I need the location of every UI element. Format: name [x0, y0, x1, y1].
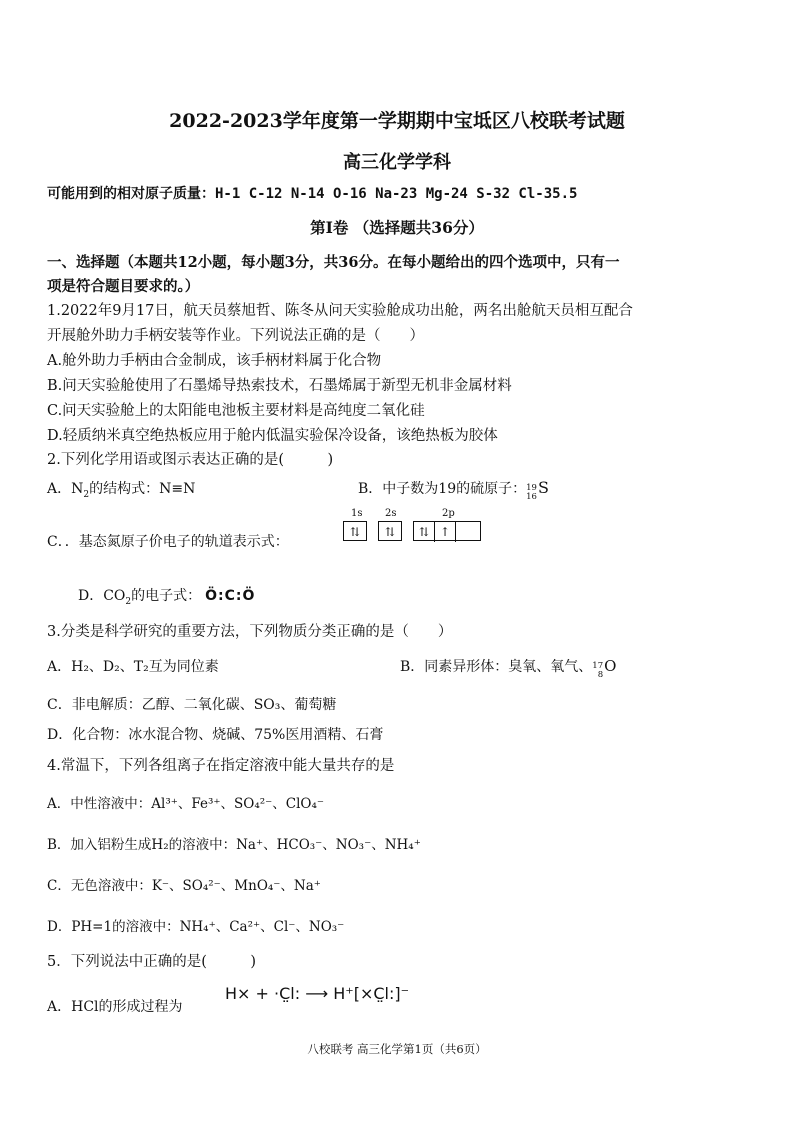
section-heading-line2: 项是符合题目要求的。）	[47, 278, 200, 295]
q2-b-prefix: B．中子数为19的硫原子：	[358, 481, 527, 497]
q1-stem-line2: 开展舱外助力手柄安装等作业。下列说法正确的是（ ）	[47, 328, 424, 344]
q5-stem: 5．下列说法中正确的是( )	[47, 954, 257, 970]
q3-b-symbol: O	[604, 657, 617, 675]
page-footer: 八校联考 高三化学第1页（共6页）	[307, 1042, 487, 1056]
q2-b-atomic-number: 16	[526, 492, 537, 502]
q2-option-a	[47, 478, 195, 500]
q1-option-d: D.轻质纳米真空绝热板应用于舱内低温实验保冷设备，该绝热板为胶体	[47, 428, 498, 444]
atomic-masses: 可能用到的相对原子质量：H-1 C-12 N-14 O-16 Na-23 Mg-24 S-32 Cl-35.5	[47, 186, 578, 202]
orbital-arrow-1s: ⇅	[349, 525, 361, 539]
q4-option-a: A．中性溶液中：Al³⁺、Fe³⁺、SO₄²⁻、ClO₄⁻	[47, 796, 325, 812]
orbital-label-1s: 1s	[351, 508, 363, 519]
orbital-label-2s: 2s	[385, 508, 397, 519]
q2-a-subscript: 2	[83, 489, 90, 500]
q2-b-mass-number: 19	[526, 483, 537, 493]
orbital-arrow-2s: ⇅	[384, 525, 396, 539]
part-title: 第Ⅰ卷 （选择题共36分）	[310, 218, 484, 237]
exam-title: 2022-2023学年度第一学期期中宝坻区八校联考试题	[169, 110, 625, 132]
q2-stem: 2.下列化学用语或图示表达正确的是( )	[47, 452, 334, 468]
hcl-formation-equation: H× + ·C̤l꞉ ⟶ H⁺[×C̤l꞉]⁻	[225, 984, 410, 1003]
q2-option-b	[358, 478, 549, 502]
q4-stem: 4.常温下，下列各组离子在指定溶液中能大量共存的是	[47, 758, 395, 774]
q4-option-d: D．PH=1的溶液中：NH₄⁺、Ca²⁺、Cl⁻、NO₃⁻	[47, 919, 345, 935]
q3-option-c: C．非电解质：乙醇、二氧化碳、SO₃、葡萄糖	[47, 697, 337, 713]
q3-b-prefix: B．同素异形体：臭氧、氧气、	[400, 659, 593, 675]
q2-b-nuclide-numbers	[526, 484, 537, 502]
q5-option-a: A．HCl的形成过程为	[47, 999, 183, 1015]
q3-option-d: D．化合物：冰水混合物、烧碱、75%医用酒精、石膏	[47, 727, 384, 743]
section-heading-line1: 一、选择题（本题共12小题，每小题3分，共36分。在每小题给出的四个选项中，只有一	[47, 254, 620, 271]
q3-stem: 3.分类是科学研究的重要方法，下列物质分类正确的是（ ）	[47, 624, 453, 640]
q1-option-a: A.舱外助力手柄由合金制成，该手柄材料属于化合物	[47, 353, 382, 369]
orbital-arrow-2p-1: ⇅	[414, 522, 435, 542]
orbital-arrow-2p-2: ↑	[435, 522, 456, 542]
q1-option-c: C.问天实验舱上的太阳能电池板主要材料是高纯度二氧化硅	[47, 403, 425, 419]
q2-d-suffix: 的电子式：	[131, 588, 202, 604]
co2-electron-formula: Ö꞉C꞉Ö	[205, 588, 256, 604]
q2-a-suffix: 的结构式：N≡N	[89, 481, 196, 497]
q2-d-prefix: D．CO	[78, 588, 126, 604]
q4-option-c: C．无色溶液中：K⁻、SO₄²⁻、MnO₄⁻、Na⁺	[47, 878, 321, 894]
q3-b-atomic-number: 8	[597, 670, 604, 680]
q2-a-prefix: A．N	[47, 481, 84, 497]
q3-b-nuclide-numbers	[592, 662, 603, 680]
q3-option-b	[400, 656, 616, 680]
orbital-arrow-2p-3	[456, 522, 477, 542]
q4-option-b: B．加入铝粉生成H₂的溶液中：Na⁺、HCO₃⁻、NO₃⁻、NH₄⁺	[47, 837, 421, 853]
orbital-box-2p	[413, 521, 481, 541]
orbital-label-2p: 2p	[442, 508, 455, 519]
exam-subtitle: 高三化学学科	[343, 152, 451, 173]
q2-option-c: C．．基态氮原子价电子的轨道表示式：	[47, 534, 289, 550]
q2-b-symbol: S	[537, 478, 549, 497]
q2-d-subscript: 2	[125, 596, 132, 607]
q3-b-mass-number: 17	[592, 661, 604, 671]
q1-stem-line1: 1.2022年9月17日，航天员蔡旭哲、陈冬从问天实验舱成功出舱，两名出舱航天员相互配合	[47, 303, 633, 319]
q1-option-b: B.问天实验舱使用了石墨烯导热索技术，石墨烯属于新型无机非金属材料	[47, 378, 512, 394]
orbital-box-1s	[343, 521, 367, 541]
q2-option-d	[78, 585, 255, 607]
q3-option-a: A．H₂、D₂、T₂互为同位素	[47, 659, 219, 675]
orbital-box-2s	[378, 521, 402, 541]
